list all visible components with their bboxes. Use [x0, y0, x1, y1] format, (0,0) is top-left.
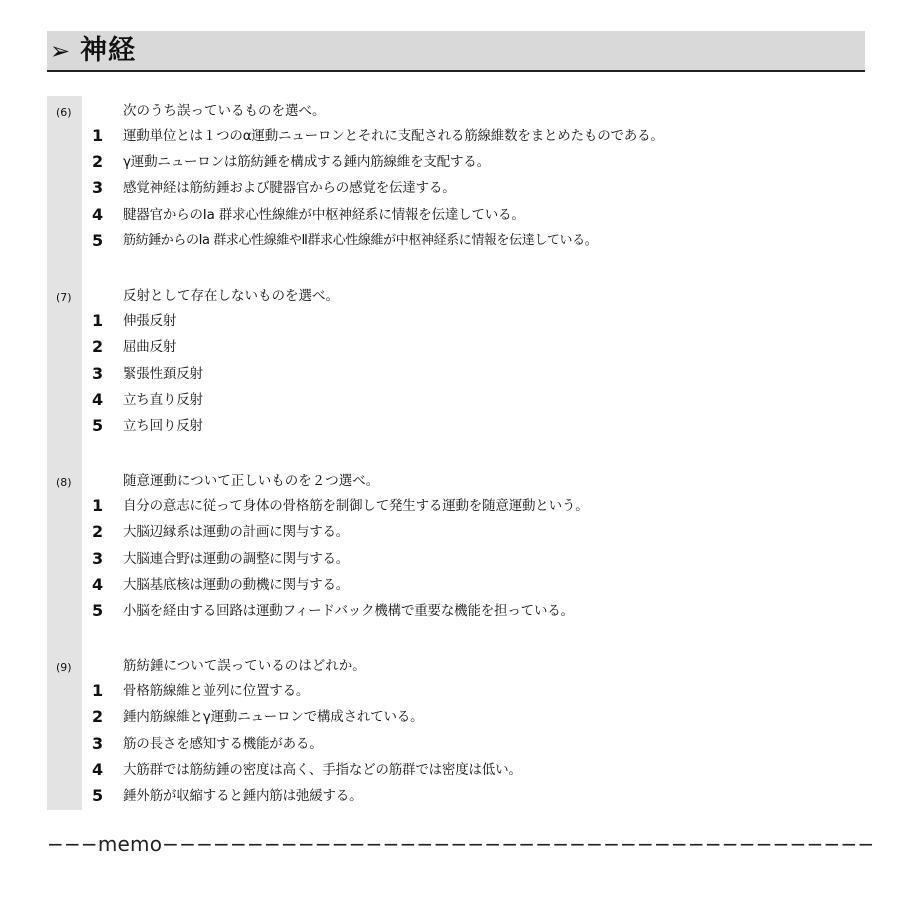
choice-number: 3: [92, 178, 104, 197]
choice-number: 5: [92, 786, 104, 805]
choice-text: 腱器官からのⅠa 群求心性線維が中枢神経系に情報を伝達している。: [123, 207, 525, 223]
choice-text: 筋の長さを感知する機能がある。: [123, 736, 323, 752]
choice-text: 屈曲反射: [123, 339, 177, 355]
choice-item: [0, 786, 920, 812]
choice-number: 3: [92, 364, 104, 383]
choice-text: 感覚神経は筋紡錘および腱器官からの感覚を伝達する。: [123, 180, 456, 196]
question-prompt: 次のうち誤っているものを選べ。: [123, 103, 326, 119]
choice-text: 小脳を経由する回路は運動フィードバック機構で重要な機能を担っている。: [123, 603, 574, 619]
choice-item: [0, 734, 920, 760]
choice-text: 運動単位とは１つのα運動ニューロンとそれに支配される筋線維数をまとめたものである。: [123, 128, 664, 144]
choice-item: [0, 522, 920, 548]
choice-number: 2: [92, 152, 104, 171]
choice-number: 5: [92, 231, 104, 250]
choice-item: [0, 231, 920, 257]
question-prompt: 随意運動について正しいものを２つ選べ。: [123, 473, 380, 489]
choice-text: 骨格筋線維と並列に位置する。: [123, 683, 310, 699]
choice-number: 4: [92, 390, 104, 409]
choice-item: [0, 601, 920, 627]
choice-number: 3: [92, 549, 104, 568]
choice-number: 4: [92, 760, 104, 779]
choice-number: 2: [92, 707, 104, 726]
choice-item: [0, 178, 920, 204]
choice-text: 立ち回り反射: [123, 418, 203, 434]
question-prompt: 筋紡錘について誤っているのはどれか。: [123, 658, 366, 674]
choice-text: 大脳基底核は運動の動機に関与する。: [123, 577, 350, 593]
choice-number: 1: [92, 681, 104, 700]
choice-text: 大脳辺縁系は運動の計画に関与する。: [123, 524, 350, 540]
choice-item: [0, 549, 920, 575]
choice-number: 5: [92, 416, 104, 435]
choice-item: [0, 416, 920, 442]
choice-item: [0, 760, 920, 786]
choice-item: [0, 681, 920, 707]
choice-text: 伸張反射: [123, 313, 177, 329]
choice-number: 1: [92, 126, 104, 145]
question-number: (7): [56, 291, 72, 304]
choice-number: 3: [92, 734, 104, 753]
choice-text: γ運動ニューロンは筋紡錘を構成する錘内筋線維を支配する。: [123, 154, 490, 170]
choice-item: [0, 707, 920, 733]
choice-item: [0, 152, 920, 178]
choice-text: 大脳連合野は運動の調整に関与する。: [123, 551, 350, 567]
choice-item: [0, 496, 920, 522]
section-header: [47, 31, 865, 72]
choice-number: 2: [92, 522, 104, 541]
choice-number: 4: [92, 575, 104, 594]
choice-item: [0, 126, 920, 152]
choice-number: 1: [92, 311, 104, 330]
question-prompt: 反射として存在しないものを選べ。: [123, 288, 339, 304]
choice-item: [0, 311, 920, 337]
choice-item: [0, 205, 920, 231]
choice-number: 1: [92, 496, 104, 515]
choice-number: 4: [92, 205, 104, 224]
choice-text: 大筋群では筋紡錘の密度は高く、手指などの筋群では密度は低い。: [123, 762, 522, 778]
choice-item: [0, 337, 920, 363]
choice-item: [0, 390, 920, 416]
arrow-bullet-icon: ➢: [50, 37, 71, 65]
choice-text: 錘内筋線維とγ運動ニューロンで構成されている。: [123, 709, 424, 725]
question-number: (6): [56, 106, 72, 119]
choice-text: 自分の意志に従って身体の骨格筋を制御して発生する運動を随意運動という。: [123, 498, 589, 514]
question-number: (8): [56, 476, 72, 489]
choice-text: 立ち直り反射: [123, 392, 203, 408]
memo-line: −−−memo−−−−−−−−−−−−−−−−−−−−−−−−−−−−−−−−−−−−−−−−−−: [47, 832, 875, 856]
choice-number: 2: [92, 337, 104, 356]
choice-text: 緊張性頚反射: [123, 366, 203, 382]
choice-text: 筋紡錘からのⅠa 群求心性線維やⅡ群求心性線維が中枢神経系に情報を伝達している。: [123, 233, 598, 248]
question-number: (9): [56, 661, 72, 674]
choice-item: [0, 575, 920, 601]
choice-item: [0, 364, 920, 390]
choice-text: 錘外筋が収縮すると錘内筋は弛緩する。: [123, 788, 363, 804]
section-title: 神経: [80, 35, 136, 66]
choice-number: 5: [92, 601, 104, 620]
